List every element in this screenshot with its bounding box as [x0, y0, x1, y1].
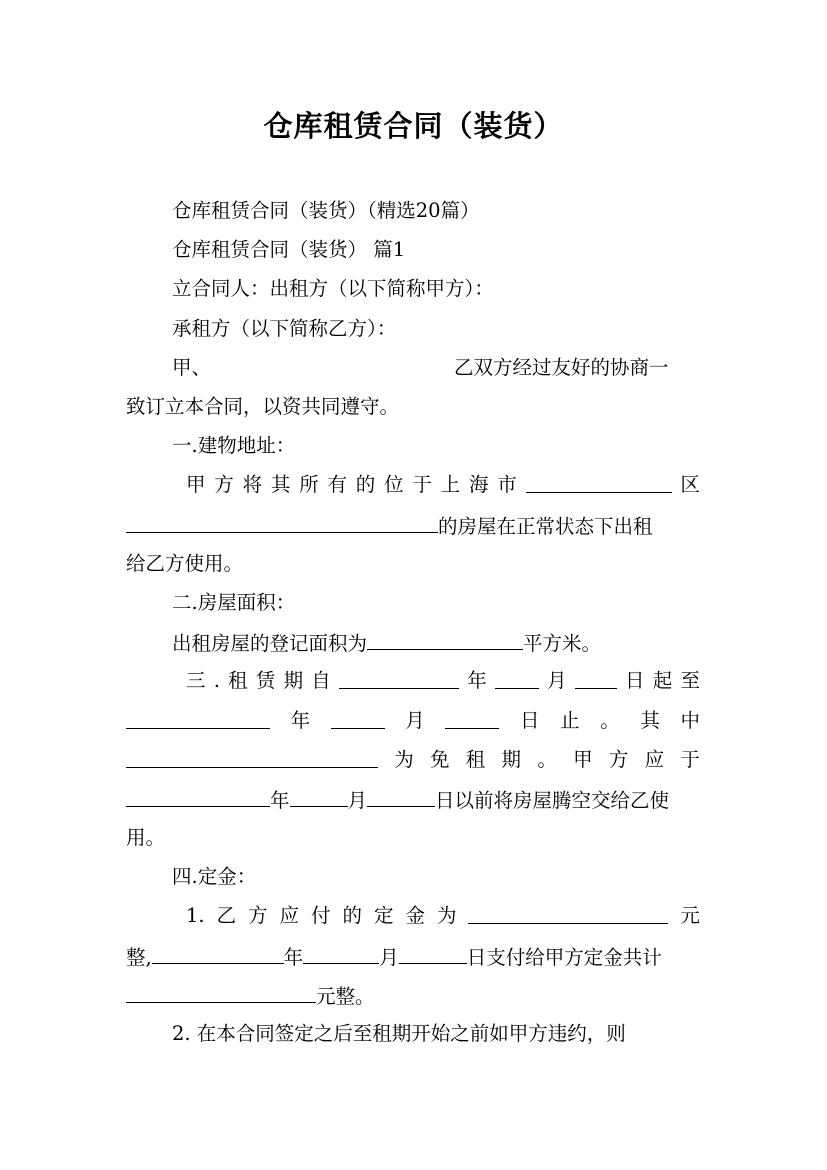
blank-start-year	[339, 666, 459, 689]
char: 赁	[255, 669, 276, 692]
char: 其	[270, 473, 291, 496]
text-segment: 月	[347, 789, 368, 812]
char: 于	[412, 473, 432, 496]
blank-pay-month	[303, 941, 379, 964]
blank-start-month	[495, 666, 539, 689]
paragraph-line: 给乙方使用。	[126, 552, 244, 575]
blank-pay-day	[399, 941, 467, 964]
char: 租	[228, 669, 248, 692]
char: 甲	[186, 473, 206, 496]
blank-end-day	[445, 706, 499, 729]
char: 海	[468, 473, 489, 496]
char: 方	[608, 748, 629, 771]
paragraph-part-heading: 仓库租赁合同（装货） 篇1	[172, 238, 406, 261]
paragraph-clause-2: 2. 在本合同签定之后至租期开始之前如甲方违约，则	[172, 1022, 626, 1045]
char: 市	[497, 473, 517, 496]
char: 甲	[573, 748, 593, 771]
blank-deposit	[468, 901, 668, 924]
section-heading-area: 二.房屋面积：	[172, 591, 296, 614]
blank-vacate-day	[367, 784, 435, 807]
char: 上	[440, 473, 461, 496]
paragraph-line	[126, 745, 700, 775]
text-segment: 乙双方经过友好的协商一	[454, 356, 669, 379]
char: 年	[290, 709, 311, 732]
paragraph-deposit-amount	[186, 901, 700, 931]
blank-end-month	[331, 706, 385, 729]
blank-pay-year	[152, 941, 284, 964]
char: .	[213, 669, 220, 692]
char: 元	[680, 904, 700, 927]
blank-end-year	[126, 706, 270, 729]
char: 自	[311, 669, 331, 692]
text-segment: 整,	[126, 946, 152, 969]
document-title: 仓库租赁合同（装货）	[263, 109, 564, 143]
char: 三	[186, 669, 206, 692]
char: 期	[501, 748, 522, 771]
char: 。	[600, 709, 620, 732]
char: 月	[405, 709, 425, 732]
char: 止	[560, 709, 580, 732]
char: 为	[394, 748, 414, 771]
char: 。	[537, 748, 557, 771]
text-segment: 的房屋在正常状态下出租	[438, 515, 653, 538]
text-segment: 日支付给甲方定金共计	[466, 946, 662, 969]
char: 所	[299, 473, 319, 496]
paragraph-party-b: 承租方（以下简称乙方）：	[172, 317, 397, 340]
char: 有	[327, 473, 347, 496]
char: 至	[680, 669, 700, 692]
paragraph-line: 用。	[126, 826, 166, 849]
text-segment: 平方米。	[523, 632, 602, 655]
paragraph-parties-agreement	[172, 353, 700, 383]
char: 月	[547, 669, 567, 692]
paragraph-subtitle: 仓库租赁合同（装货）（精选20篇）	[172, 199, 480, 222]
text-segment: 日以前将房屋腾空交给乙使	[435, 789, 670, 812]
char: 应	[644, 748, 665, 771]
char: 年	[467, 669, 487, 692]
char: 的	[342, 904, 363, 927]
paragraph-party-a: 立合同人：出租方（以下简称甲方）：	[172, 277, 494, 300]
blank-total	[126, 980, 316, 1003]
paragraph-line	[126, 941, 700, 971]
section-heading-address: 一.建物地址：	[172, 434, 296, 457]
char: 区	[680, 473, 700, 496]
char: 定	[374, 904, 394, 927]
paragraph-line	[126, 510, 700, 540]
section-heading-deposit: 四.定金：	[172, 865, 257, 888]
text-segment: 甲、	[172, 356, 212, 379]
char: 付	[311, 904, 331, 927]
char: 于	[680, 748, 700, 771]
paragraph-address-line	[186, 470, 700, 500]
paragraph-line	[126, 706, 700, 736]
text-segment: 元整。	[316, 985, 375, 1008]
char: 期	[283, 669, 304, 692]
char: 位	[384, 473, 404, 496]
char: 为	[436, 904, 457, 927]
char: 应	[279, 904, 300, 927]
text-segment: 年	[283, 946, 304, 969]
blank-district	[526, 470, 672, 493]
blank-start-day	[575, 666, 617, 689]
char: 将	[242, 473, 263, 496]
char: 方	[214, 473, 234, 496]
paragraph-lease-term	[186, 666, 700, 696]
char: 日	[625, 669, 645, 692]
text-segment: 出租房屋的登记面积为	[172, 632, 368, 655]
char: 金	[405, 904, 425, 927]
char: 起	[652, 669, 673, 692]
text-segment: 年	[270, 789, 290, 812]
char: 日	[520, 709, 540, 732]
char: 方	[248, 904, 268, 927]
paragraph-area	[172, 627, 700, 657]
char: 免	[430, 748, 450, 771]
blank-free-period	[126, 745, 378, 768]
char: 乙	[216, 904, 237, 927]
text-segment: 月	[379, 946, 399, 969]
paragraph-line	[126, 980, 700, 1010]
char: 其	[640, 709, 660, 732]
paragraph-line	[126, 784, 700, 814]
blank-vacate-year	[126, 784, 270, 807]
char: 的	[355, 473, 376, 496]
char: 租	[465, 748, 486, 771]
char: 中	[680, 709, 700, 732]
blank-address	[126, 510, 438, 533]
blank-area	[367, 627, 523, 650]
blank-vacate-month	[290, 784, 348, 807]
char: 1.	[186, 904, 205, 927]
paragraph-line: 致订立本合同，以资共同遵守。	[126, 395, 400, 418]
